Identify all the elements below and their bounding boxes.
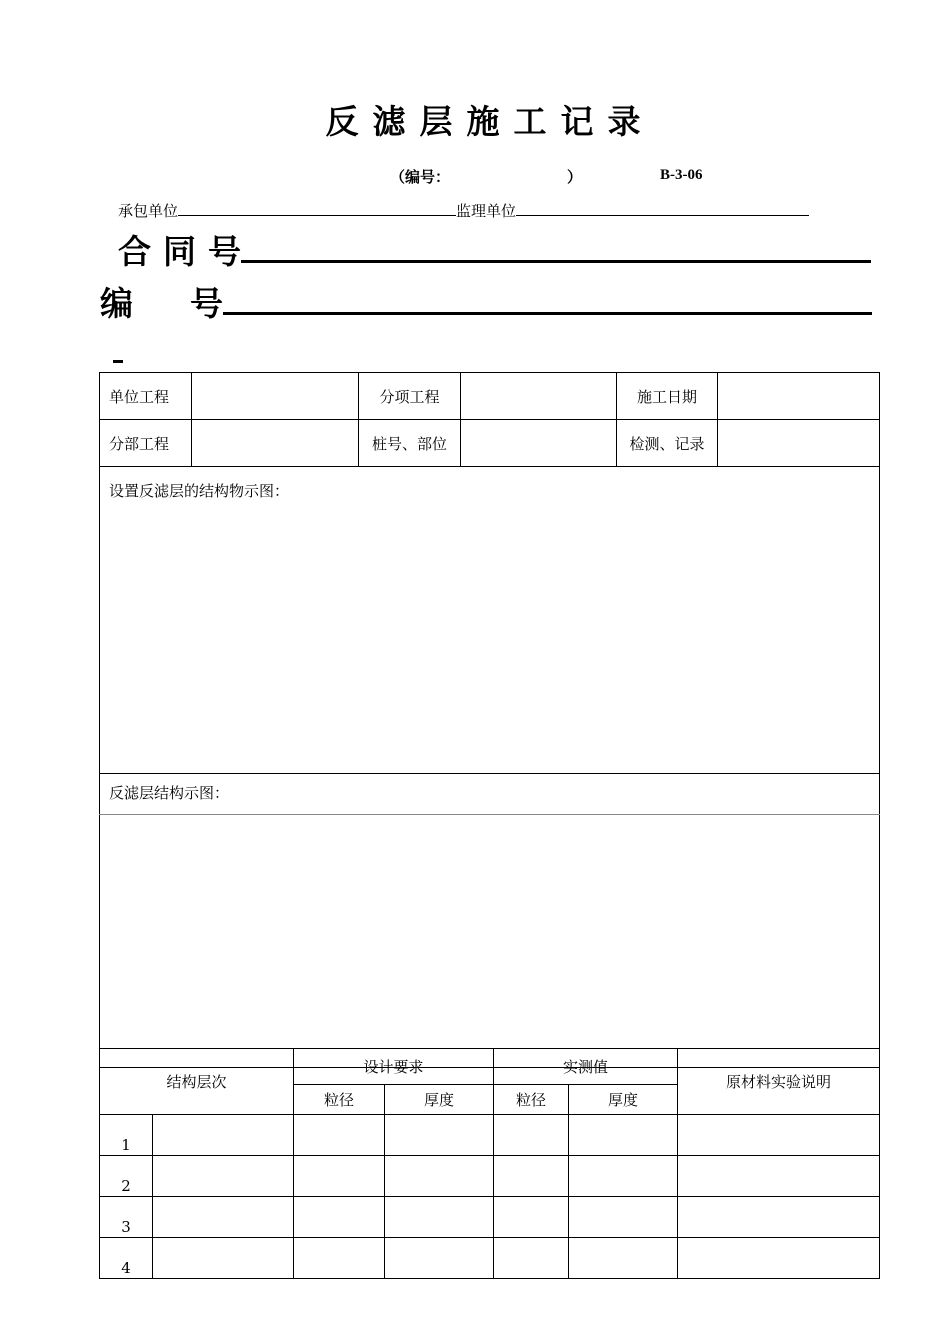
measured-thickness-cell[interactable] bbox=[569, 1238, 678, 1279]
info-row-1 bbox=[100, 373, 880, 420]
division-project-cell[interactable] bbox=[192, 420, 359, 467]
design-grain-cell[interactable] bbox=[294, 1238, 385, 1279]
layer-name-cell[interactable] bbox=[153, 1197, 294, 1238]
row-number: 4 bbox=[100, 1238, 153, 1279]
material-note-cell[interactable] bbox=[678, 1156, 880, 1197]
filter-diagram-area[interactable] bbox=[100, 815, 880, 1068]
testing-record-label: 检测、记录 bbox=[617, 420, 718, 467]
construction-date-cell[interactable] bbox=[718, 373, 880, 420]
number-field[interactable] bbox=[223, 283, 872, 315]
measured-grain-cell[interactable] bbox=[494, 1238, 569, 1279]
design-grain-cell[interactable] bbox=[294, 1156, 385, 1197]
measured-grain-header: 粒径 bbox=[494, 1085, 569, 1115]
number-label-2: 号 bbox=[190, 284, 223, 323]
design-grain-cell[interactable] bbox=[294, 1197, 385, 1238]
table-row bbox=[100, 1238, 880, 1279]
filter-diagram-label: 反滤层结构示图： bbox=[100, 774, 880, 815]
sub-item-cell[interactable] bbox=[461, 373, 617, 420]
material-note-cell[interactable] bbox=[678, 1115, 880, 1156]
layer-name-cell[interactable] bbox=[153, 1156, 294, 1197]
material-note-cell[interactable] bbox=[678, 1238, 880, 1279]
table-row bbox=[100, 1156, 880, 1197]
design-thickness-cell[interactable] bbox=[385, 1238, 494, 1279]
station-position-cell[interactable] bbox=[461, 420, 617, 467]
filter-diagram-row bbox=[100, 815, 880, 1068]
layer-name-cell[interactable] bbox=[153, 1115, 294, 1156]
layer-table bbox=[99, 1048, 880, 1279]
unit-project-label: 单位工程 bbox=[100, 373, 192, 420]
material-test-header: 原材料实验说明 bbox=[678, 1049, 880, 1115]
table-row bbox=[100, 1197, 880, 1238]
number-line bbox=[100, 278, 872, 325]
design-grain-header: 粒径 bbox=[294, 1085, 385, 1115]
measured-thickness-cell[interactable] bbox=[569, 1115, 678, 1156]
form-number-label: （编号： bbox=[390, 168, 451, 186]
form-number-close: ） bbox=[567, 168, 583, 186]
measured-grain-cell[interactable] bbox=[494, 1197, 569, 1238]
row-number: 3 bbox=[100, 1197, 153, 1238]
material-note-cell[interactable] bbox=[678, 1197, 880, 1238]
design-thickness-cell[interactable] bbox=[385, 1156, 494, 1197]
design-thickness-cell[interactable] bbox=[385, 1197, 494, 1238]
table-row bbox=[100, 1115, 880, 1156]
division-project-label: 分部工程 bbox=[100, 420, 192, 467]
supervisor-field[interactable] bbox=[516, 200, 809, 216]
structure-diagram-area[interactable]: 设置反滤层的结构物示图： bbox=[100, 467, 880, 774]
measured-value-header: 实测值 bbox=[494, 1049, 678, 1085]
contractor-label: 承包单位 bbox=[118, 202, 179, 220]
units-line bbox=[118, 200, 809, 221]
page-title: 反滤层施工记录 bbox=[325, 102, 655, 141]
measured-thickness-cell[interactable] bbox=[569, 1197, 678, 1238]
design-thickness-cell[interactable] bbox=[385, 1115, 494, 1156]
unit-project-cell[interactable] bbox=[192, 373, 359, 420]
row-number: 1 bbox=[100, 1115, 153, 1156]
station-position-label: 桩号、部位 bbox=[359, 420, 461, 467]
wrap-dash bbox=[113, 360, 123, 363]
layer-header-row-1 bbox=[100, 1049, 880, 1085]
testing-record-cell[interactable] bbox=[718, 420, 880, 467]
contractor-field[interactable] bbox=[178, 200, 456, 216]
construction-date-label: 施工日期 bbox=[617, 373, 718, 420]
form-code: B-3-06 bbox=[660, 167, 703, 183]
contract-label: 合同号 bbox=[118, 232, 253, 271]
measured-grain-cell[interactable] bbox=[494, 1115, 569, 1156]
supervisor-label: 监理单位 bbox=[456, 202, 517, 220]
contract-field[interactable] bbox=[241, 231, 871, 263]
measured-thickness-cell[interactable] bbox=[569, 1156, 678, 1197]
design-grain-cell[interactable] bbox=[294, 1115, 385, 1156]
design-requirement-header: 设计要求 bbox=[294, 1049, 494, 1085]
layer-name-cell[interactable] bbox=[153, 1238, 294, 1279]
info-row-2 bbox=[100, 420, 880, 467]
number-label-1: 编 bbox=[100, 284, 133, 323]
contract-line bbox=[118, 226, 871, 273]
structure-diagram-row bbox=[100, 467, 880, 774]
sub-item-label: 分项工程 bbox=[359, 373, 461, 420]
filter-diagram-caption-row bbox=[100, 774, 880, 815]
design-thickness-header: 厚度 bbox=[385, 1085, 494, 1115]
measured-grain-cell[interactable] bbox=[494, 1156, 569, 1197]
info-table bbox=[99, 372, 880, 1068]
structure-layer-header: 结构层次 bbox=[100, 1049, 294, 1115]
measured-thickness-header: 厚度 bbox=[569, 1085, 678, 1115]
row-number: 2 bbox=[100, 1156, 153, 1197]
